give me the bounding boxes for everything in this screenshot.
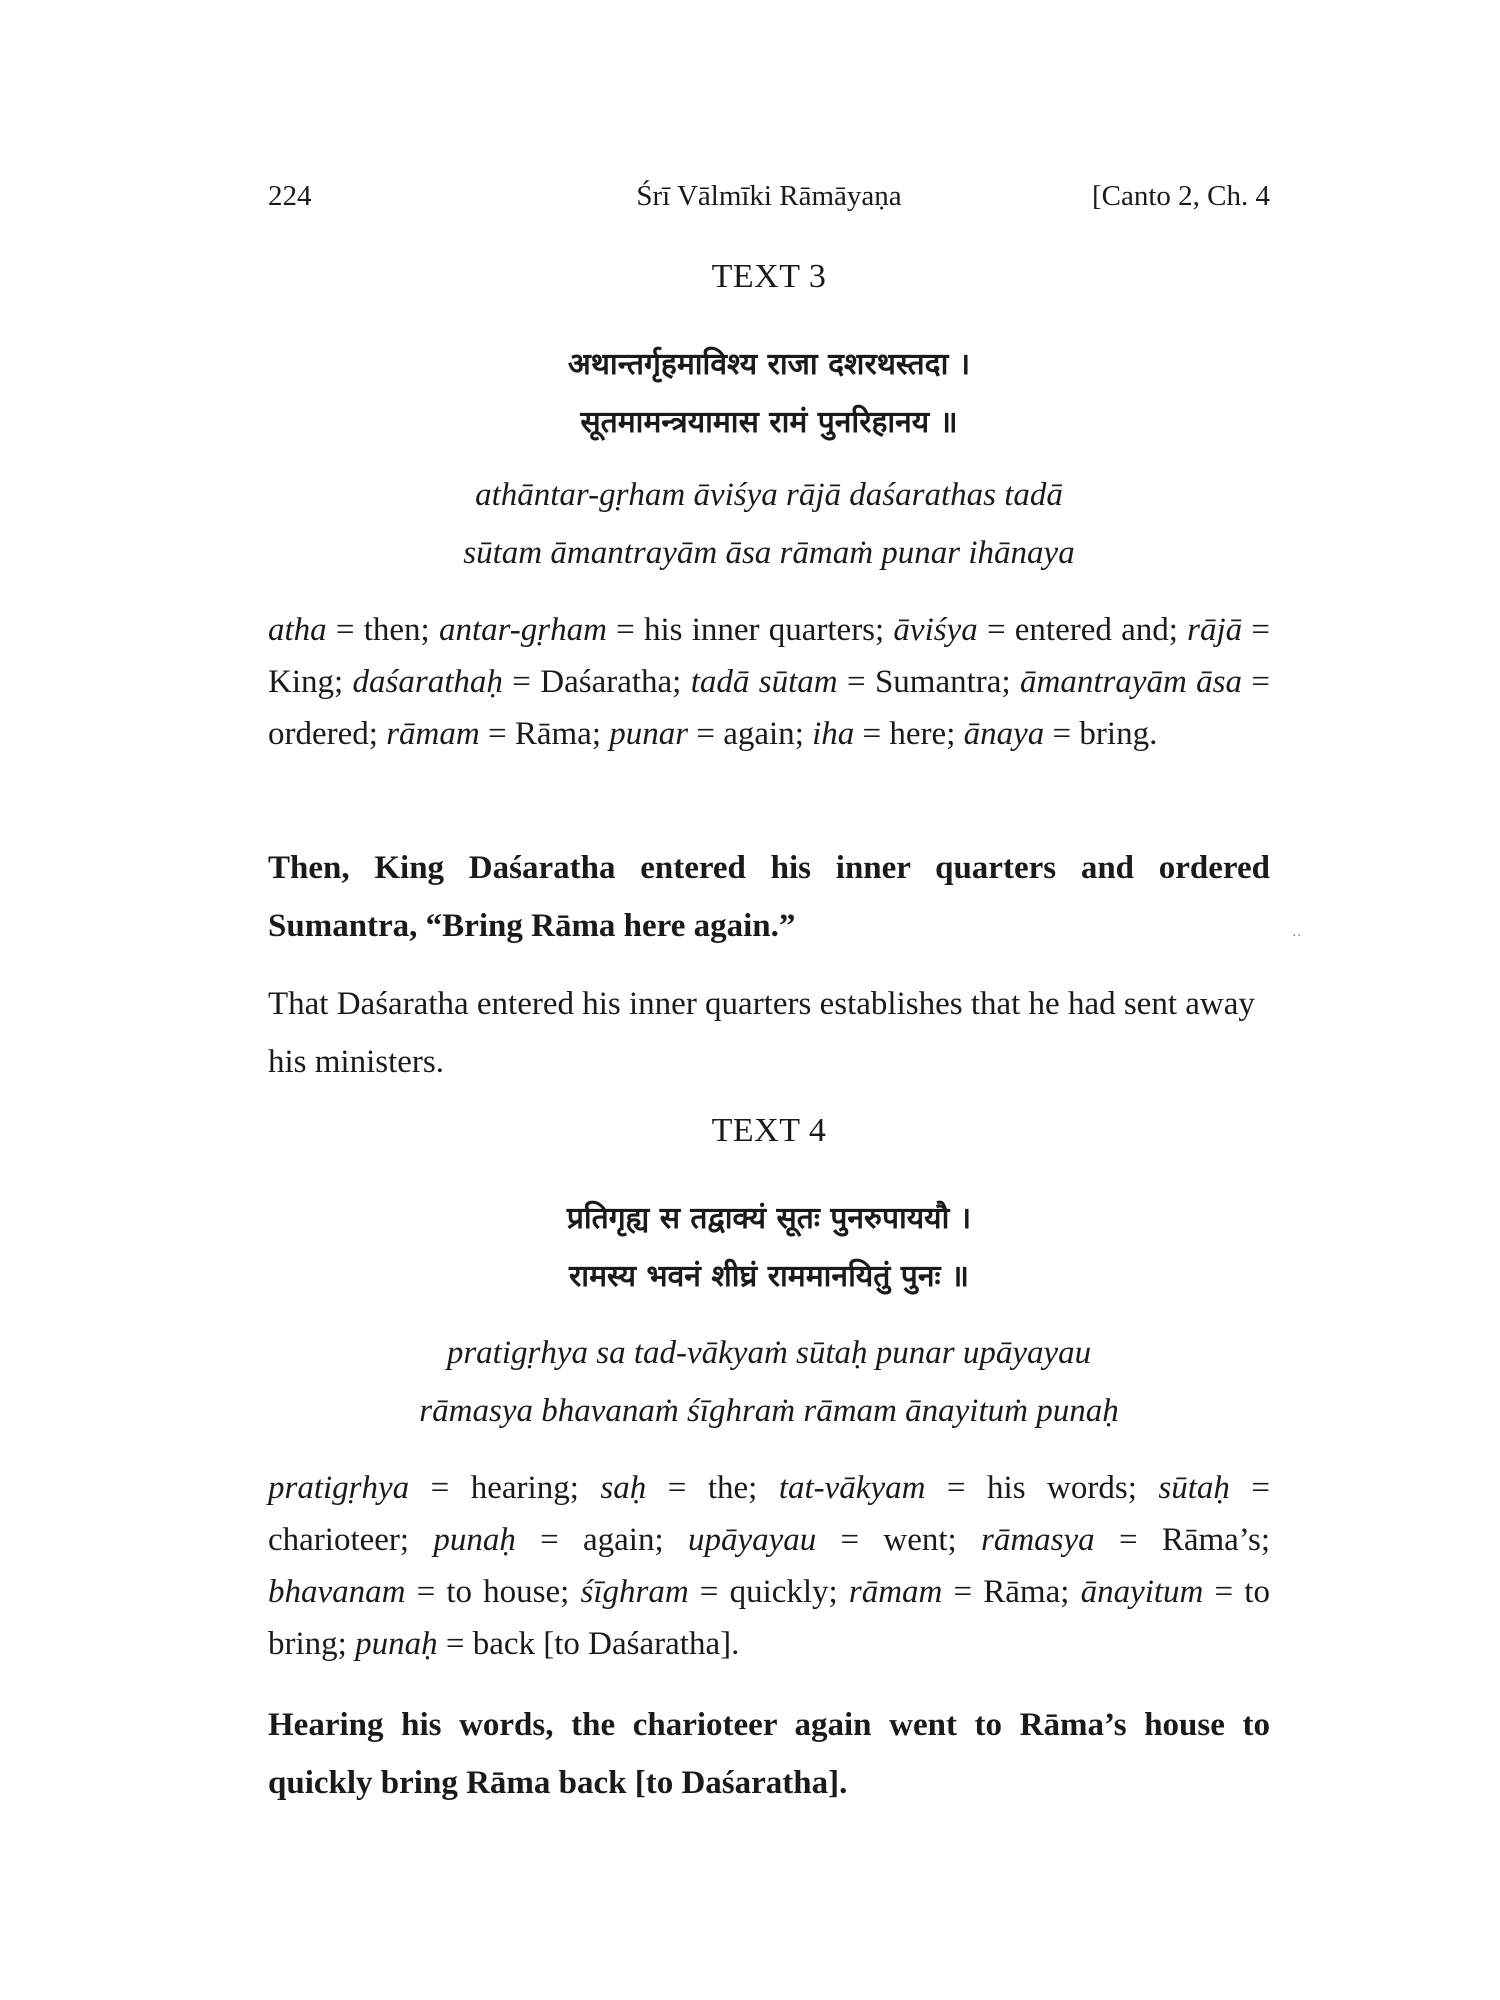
text4-translit-line-1: pratigṛhya sa tad-vākyaṁ sūtaḥ punar upāyayau	[446, 1335, 1092, 1371]
synonym-word: rāmam	[848, 1574, 943, 1610]
text3-translit-line-1: athāntar-gṛham āviśya rājā daśarathas tadā	[475, 477, 1063, 513]
synonym-word: upāyayau	[687, 1522, 817, 1558]
synonym-word: tat-vākyam	[778, 1470, 926, 1506]
book-title: Śrī Vālmīki Rāmāyaṇa	[636, 180, 902, 212]
synonym-meaning: his inner quarters	[644, 612, 876, 648]
synonym-word: śīghram	[580, 1574, 689, 1610]
synonym-word: punar	[609, 716, 689, 752]
running-head	[268, 180, 1270, 220]
synonym-word: tadā sūtam	[690, 664, 838, 700]
synonym-meaning: his words	[987, 1470, 1128, 1506]
synonym-meaning: quickly	[729, 1574, 829, 1610]
page-number: 224	[268, 180, 312, 212]
synonym-meaning: to house	[446, 1574, 561, 1610]
text3-translit-line-2: sūtam āmantrayām āsa rāmaṁ punar ihānaya	[463, 535, 1075, 571]
canto-chapter: [Canto 2, Ch. 4	[1091, 180, 1270, 212]
synonym-word: āmantrayām āsa	[1019, 664, 1243, 700]
synonym-word: bhavanam	[268, 1574, 406, 1610]
synonym-word: ānayitum	[1080, 1574, 1204, 1610]
synonym-word: āviśya	[893, 612, 978, 648]
margin-mark: ‥	[1292, 925, 1302, 940]
synonym-meaning: the	[707, 1470, 749, 1506]
text4-devanagari-line-2: रामस्य भवनं शीघ्रं राममानयितुं पुनः ॥	[569, 1259, 969, 1294]
synonym-word: punaḥ	[433, 1522, 516, 1558]
synonym-word: pratigṛhya	[268, 1470, 410, 1506]
synonym-word: rāmasya	[981, 1522, 1095, 1558]
synonym-meaning: to bring	[268, 1574, 1270, 1662]
synonym-meaning: then	[363, 612, 421, 648]
text3-devanagari-line-1: अथान्तर्गृहमाविश्य राजा दशरथस्तदा ।	[567, 347, 971, 382]
text3-synonyms: atha = then; antar-gṛham = his inner quarters; āviśya = entered and; rājā = King; daśarathaḥ = Daśaratha; tadā sūtam = Sumantra; āmantrayām āsa = ordered; rāmam = Rāma; punar = again; iha = here; ānaya = bring.	[268, 612, 1270, 752]
synonym-word: antar-gṛham	[438, 612, 607, 648]
synonym-meaning: Sumantra	[874, 664, 1002, 700]
synonym-meaning: Rāma	[983, 1574, 1061, 1610]
synonym-word: sūtaḥ	[1158, 1470, 1230, 1506]
text4-translation: Hearing his words, the charioteer again went to Rāma’s house to quickly bring Rāma back [to Daśaratha].	[268, 1707, 1270, 1801]
text3-transliteration	[268, 466, 1270, 582]
text3-translation: Then, King Daśaratha entered his inner quarters and ordered Sumantra, “Bring Rāma here again.”	[268, 850, 1270, 944]
text3-devanagari	[268, 336, 1270, 452]
text4-transliteration	[268, 1324, 1270, 1440]
synonym-meaning: went	[883, 1522, 948, 1558]
synonym-meaning: charioteer	[268, 1522, 400, 1558]
text4-devanagari	[268, 1190, 1270, 1306]
text4-translit-line-2: rāmasya bhavanaṁ śīghraṁ rāmam ānayituṁ punaḥ	[419, 1393, 1119, 1429]
synonym-meaning: ordered	[268, 716, 369, 752]
synonym-word: punaḥ	[355, 1626, 438, 1662]
synonym-meaning: back [to Daśaratha]	[472, 1626, 732, 1662]
text4-devanagari-line-1: प्रतिगृह्य स तद्वाक्यं सूतः पुनरुपाययौ ।	[566, 1201, 972, 1236]
text4-heading: TEXT 4	[711, 1112, 827, 1149]
synonym-word: daśarathaḥ	[352, 664, 503, 700]
synonym-word: iha	[812, 716, 855, 752]
synonym-meaning: hearing	[470, 1470, 570, 1506]
synonym-meaning: Daśaratha	[540, 664, 673, 700]
synonym-meaning: King	[268, 664, 334, 700]
synonym-meaning: entered and	[1014, 612, 1169, 648]
synonym-word: rāmam	[386, 716, 480, 752]
synonym-word: atha	[268, 612, 327, 648]
synonym-meaning: Rāma’s	[1161, 1522, 1261, 1558]
synonym-meaning: again	[583, 1522, 655, 1558]
text3-devanagari-line-2: सूतमामन्त्रयामास रामं पुनरिहानय ॥	[580, 405, 958, 440]
synonym-word: ānaya	[963, 716, 1045, 752]
synonym-word: rājā	[1187, 612, 1243, 648]
synonym-word: saḥ	[600, 1470, 647, 1506]
synonym-meaning: bring	[1079, 716, 1150, 752]
synonym-meaning: again	[723, 716, 795, 752]
text3-purport: That Daśaratha entered his inner quarters establishes that he had sent away his ministers.	[268, 986, 1255, 1080]
text3-heading: TEXT 3	[711, 258, 827, 295]
text4-synonyms: pratigṛhya = hearing; saḥ = the; tat-vākyam = his words; sūtaḥ = charioteer; punaḥ = again; upāyayau = went; rāmasya = Rāma’s; bhavanam = to house; śīghram = quickly; rāmam = Rāma; ānayitum = to bring; punaḥ = back [to Daśaratha].	[268, 1470, 1270, 1662]
synonym-meaning: Rāma	[514, 716, 592, 752]
synonym-meaning: here	[889, 716, 947, 752]
